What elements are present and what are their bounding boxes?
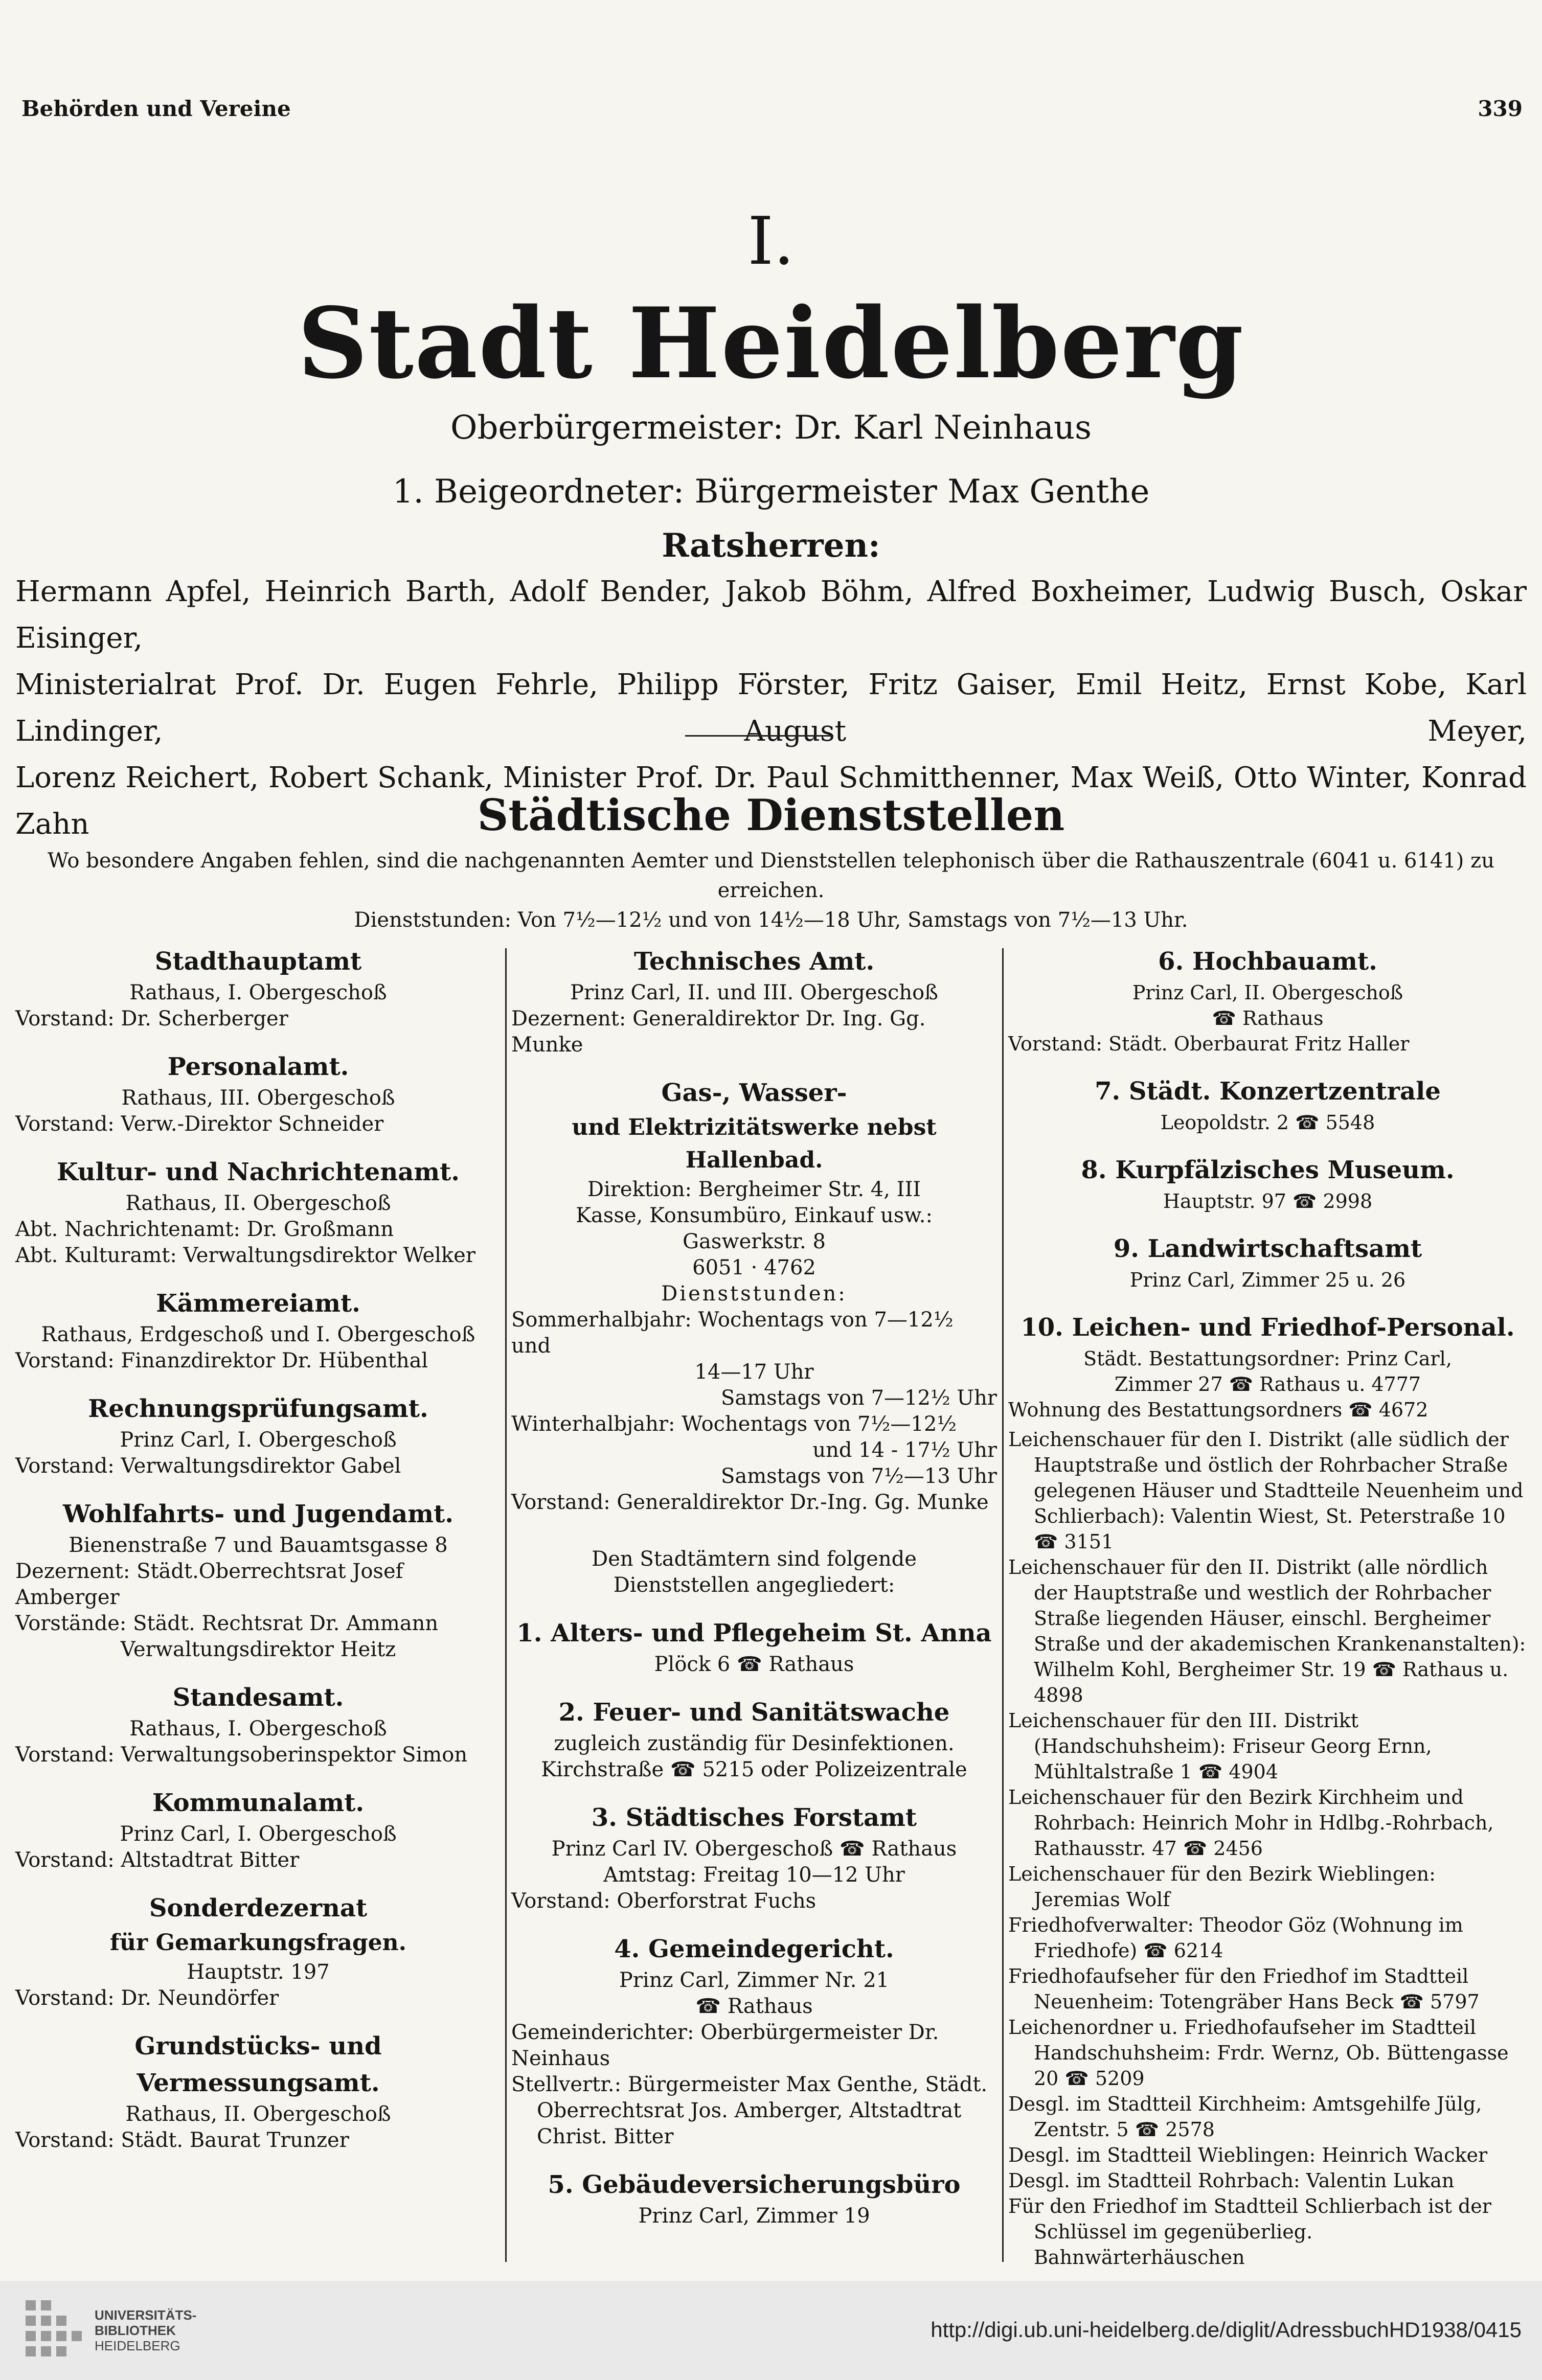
entry-line: Winterhalbjahr: Wochentags von 7½—12½ (511, 1412, 957, 1436)
entry-location: Rathaus, II. Obergeschoß (125, 1192, 391, 1215)
entry-title: 1. Alters- und Pflegeheim St. Anna (516, 1619, 992, 1647)
column-right (1008, 943, 1527, 2270)
roman-numeral: I. (747, 203, 795, 280)
entry-line: Leopoldstr. 2 ☎ 5548 (1160, 1111, 1375, 1134)
councillors-line: Lorenz Reichert, Robert Schank, Minister Prof. Dr. Paul Schmitthenner, Max Weiß, Otto Winter, Konrad Zahn (15, 761, 1527, 841)
entry-title: 9. Landwirtschaftsamt (1113, 1234, 1422, 1263)
entry-title: Personalamt. (167, 1052, 349, 1081)
entry-head: Vorstand: Städt. Baurat Trunzer (15, 2129, 349, 2152)
services-note (15, 846, 1527, 935)
entry-title: 2. Feuer- und Sanitätswache (558, 1698, 950, 1727)
column-middle (511, 943, 997, 2229)
entry-line: ☎ Rathaus (695, 1995, 813, 2018)
entry-head: Vorstand: Finanzdirektor Dr. Hübenthal (15, 1349, 428, 1372)
entry-title: Gas-, Wasser- (661, 1079, 847, 1107)
entry-line: Leichenschauer für den II. Distrikt (alle nördlich der Hauptstraße und westlich der Rohrbacher Straße liegenden Häuser, einschl. Bergheimer Straße und der akademischen Krankenanstalten): Wilhelm Kohl, Bergheimer Str. 19 ☎ Rathaus u. 4898 (1008, 1556, 1526, 1706)
library-name-line: HEIDELBERG (95, 2338, 180, 2353)
entry-title: Rechnungsprüfungsamt. (88, 1394, 428, 1423)
entry-location: Prinz Carl, I. Obergeschoß (120, 1428, 397, 1452)
entry-line: 14—17 Uhr (694, 1360, 814, 1384)
entry-line: Samstags von 7½—13 Uhr (720, 1464, 997, 1488)
services-note-line: Wo besondere Angaben fehlen, sind die nachgenannten Aemter und Dienststellen telephonisch über die Rathauszentrale (6041 u. 6141) zu erreichen. (48, 849, 1494, 902)
deputy-line: 1. Beigeordneter: Bürgermeister Max Genthe (392, 473, 1150, 511)
column-left (15, 943, 501, 2154)
entry-line: Für den Friedhof im Stadtteil Schlierbach ist der Schlüssel im gegenüberlieg. Bahnwärterhäuschen (1008, 2195, 1491, 2269)
entry-location: Rathaus, III. Obergeschoß (121, 1086, 395, 1110)
entry-line: Plöck 6 ☎ Rathaus (654, 1653, 854, 1676)
entry-line: Prinz Carl, Zimmer 19 (638, 2204, 870, 2228)
entry-head: Vorstand: Verw.-Direktor Schneider (15, 1112, 384, 1136)
entry-line: Direktion: Bergheimer Str. 4, III (587, 1178, 921, 1201)
mayor-line: Oberbürgermeister: Dr. Karl Neinhaus (450, 409, 1092, 447)
entry-location: Rathaus, I. Obergeschoß (129, 981, 387, 1004)
entry-line: Städt. Bestattungsordner: Prinz Carl, (1083, 1347, 1452, 1370)
entry-title: Stadthauptamt (154, 947, 362, 976)
services-note-line: Dienststunden: Von 7½—12½ und von 14½—18 Uhr, Samstags von 7½—13 Uhr. (354, 908, 1188, 932)
entry-line: Prinz Carl, Zimmer Nr. 21 (619, 1969, 890, 1992)
entry-line: Zimmer 27 ☎ Rathaus u. 4777 (1114, 1373, 1421, 1395)
entry-line: Desgl. im Stadtteil Wieblingen: Heinrich Wacker (1008, 2144, 1488, 2166)
library-name (95, 2307, 196, 2353)
councillors-line: Hermann Apfel, Heinrich Barth, Adolf Bender, Jakob Böhm, Alfred Boxheimer, Ludwig Busch, Oskar Eisinger, (15, 575, 1527, 655)
entry-line: Verwaltungsdirektor Heitz (120, 1638, 396, 1661)
entry-location: Prinz Carl, II. und III. Obergeschoß (570, 981, 938, 1004)
library-name-line: BIBLIOTHEK (95, 2323, 176, 2338)
entry-head: Vorstand: Verwaltungsdirektor Gabel (15, 1454, 401, 1478)
entry-line: Prinz Carl, Zimmer 25 u. 26 (1129, 1269, 1406, 1291)
entry-title: Kultur- und Nachrichtenamt. (57, 1158, 460, 1186)
entry-line: Prinz Carl IV. Obergeschoß ☎ Rathaus (551, 1837, 957, 1861)
footer-bar (0, 2281, 1542, 2380)
entry-line: Friedhofaufseher für den Friedhof im Stadtteil Neuenheim: Totengräber Hans Beck ☎ 5797 (1008, 1965, 1480, 2013)
page-title: Stadt Heidelberg (297, 286, 1245, 400)
entry-head: Vorstand: Altstadtrat Bitter (15, 1848, 300, 1872)
entry-title: Kommunalamt. (152, 1789, 365, 1817)
entry-line: Desgl. im Stadtteil Rohrbach: Valentin Lukan (1008, 2169, 1455, 2192)
entry-line: Vorstände: Städt. Rechtsrat Dr. Ammann (15, 1612, 439, 1635)
entry-title: 6. Hochbauamt. (1158, 947, 1377, 976)
entry-title: Grundstücks- und Vermessungsamt. (134, 2032, 382, 2097)
column-rule (505, 948, 507, 2262)
entry-line: und 14 - 17½ Uhr (812, 1438, 997, 1462)
councillors-line: Ministerialrat Prof. Dr. Eugen Fehrle, Philipp Förster, Fritz Gaiser, Emil Heitz, Ernst Kobe, Karl Lindinger, August Meyer, (15, 668, 1527, 748)
entry-line: Abt. Nachrichtenamt: Dr. Großmann (15, 1218, 394, 1241)
entry-line: Friedhofverwalter: Theodor Göz (Wohnung im Friedhofe) ☎ 6214 (1008, 1914, 1463, 1962)
running-header (21, 96, 1523, 127)
entry-line: Leichenordner u. Friedhofaufseher im Stadtteil Handschuhsheim: Frdr. Wernz, Ob. Büttengasse 20 ☎ 5209 (1008, 2016, 1509, 2090)
source-url-link[interactable]: http://digi.ub.uni-heidelberg.de/diglit/AdressbuchHD1938/0415 (931, 2318, 1522, 2342)
entry-location: Bienenstraße 7 und Bauamtsgasse 8 (69, 1534, 448, 1557)
entry-line: Wohnung des Bestattungsordners ☎ 4672 (1008, 1399, 1428, 1421)
entry-line: Dezernent: Städt.Oberrechtsrat Josef Amberger (15, 1560, 403, 1609)
entry-title: für Gemarkungsfragen. (110, 1930, 406, 1956)
entry-line: Kasse, Konsumbüro, Einkauf usw.: Gaswerkstr. 8 (576, 1204, 933, 1253)
entry-location: Rathaus, I. Obergeschoß (129, 1717, 387, 1741)
entry-head: Dezernent: Generaldirektor Dr. Ing. Gg. Munke (511, 1007, 926, 1057)
library-name-line: UNIVERSITÄTS- (95, 2307, 197, 2323)
entry-line: Leichenschauer für den I. Distrikt (alle südlich der Hauptstraße und östlich der Rohrbacher Straße gelegenen Häuser und Stadtteile Neuenheim und Schlierbach): Valentin Wiest, St. Peterstraße 10 ☎ 3151 (1008, 1428, 1524, 1553)
entry-line: zugleich zuständig für Desinfektionen. (554, 1732, 955, 1755)
entry-title: 3. Städtisches Forstamt (591, 1803, 917, 1832)
entry-line: Samstags von 7—12½ Uhr (720, 1386, 997, 1410)
entry-line: Leichenschauer für den III. Distrikt (Handschuhsheim): Friseur Georg Ernn, Mühltalstraße 1 ☎ 4904 (1008, 1709, 1432, 1783)
entry-head: Vorstand: Oberforstrat Fuchs (511, 1889, 817, 1913)
entry-title: 10. Leichen- und Friedhof-Personal. (1021, 1313, 1515, 1342)
entry-line: Gemeinderichter: Oberbürgermeister Dr. Neinhaus (511, 2021, 939, 2070)
entry-line: Desgl. im Stadtteil Kirchheim: Amtsgehilfe Jülg, Zentstr. 5 ☎ 2578 (1008, 2093, 1482, 2141)
library-logo-icon (26, 2300, 83, 2361)
entry-location: Rathaus, II. Obergeschoß (125, 2102, 391, 2126)
entry-line: Sommerhalbjahr: Wochentags von 7—12½ und (511, 1308, 954, 1358)
entry-title: 4. Gemeindegericht. (614, 1935, 894, 1963)
entry-head: Vorstand: Dr. Scherberger (15, 1007, 288, 1031)
entry-head: Vorstand: Generaldirektor Dr.-Ing. Gg. Munke (511, 1491, 989, 1514)
entry-line: ☎ Rathaus (1212, 1007, 1324, 1029)
entry-title: Technisches Amt. (633, 947, 875, 976)
entry-line: Hauptstr. 97 ☎ 2998 (1163, 1190, 1373, 1212)
entry-title: Standesamt. (172, 1683, 344, 1712)
entry-head: Vorstand: Verwaltungsoberinspektor Simon (15, 1743, 468, 1767)
affiliated-intro: Den Stadtämtern sind folgende Dienststellen angegliedert: (592, 1547, 917, 1597)
entry-line: Abt. Kulturamt: Verwaltungsdirektor Welker (15, 1244, 475, 1267)
entry-line: Leichenschauer für den Bezirk Wieblingen: Jeremias Wolf (1008, 1863, 1436, 1911)
entry-title: Wohlfahrts- und Jugendamt. (63, 1500, 453, 1528)
entry-location: Prinz Carl, I. Obergeschoß (120, 1822, 397, 1846)
entry-title: 5. Gebäudeversicherungsbüro (548, 2170, 961, 2199)
divider (685, 735, 833, 737)
entry-phone: 6051 · 4762 (692, 1256, 816, 1279)
entry-line: Amtstag: Freitag 10—12 Uhr (603, 1863, 905, 1887)
entry-line: Stellvertr.: Bürgermeister Max Genthe, Städt. Oberrechtsrat Jos. Amberger, Altstadtrat Christ. Bitter (511, 2073, 988, 2148)
entry-title: Sonderdezernat (149, 1894, 368, 1923)
page-number: 339 (1478, 96, 1523, 121)
section-heading: Städtische Dienststellen (477, 790, 1065, 840)
entry-line: Dienststunden: (661, 1282, 847, 1306)
column-rule (1002, 948, 1004, 2262)
section-name: Behörden und Vereine (21, 96, 291, 121)
councillors-heading: Ratsherren: (662, 527, 880, 565)
entry-title: Kämmereiamt. (156, 1289, 360, 1318)
entry-line: Prinz Carl, II. Obergeschoß (1132, 981, 1403, 1004)
entry-location: Hauptstr. 197 (187, 1960, 330, 1984)
entry-title: 8. Kurpfälzisches Museum. (1081, 1156, 1455, 1184)
entry-line: Leichenschauer für den Bezirk Kirchheim und Rohrbach: Heinrich Mohr in Hdlbg.-Rohrbach, Rathausstr. 47 ☎ 2456 (1008, 1786, 1494, 1860)
entry-head: Vorstand: Dr. Neundörfer (15, 1986, 279, 2010)
entry-title: 7. Städt. Konzertzentrale (1095, 1077, 1441, 1106)
entry-location: Rathaus, Erdgeschoß und I. Obergeschoß (41, 1323, 475, 1346)
entry-title: und Elektrizitätswerke nebst Hallenbad. (572, 1114, 937, 1173)
entry-line: Kirchstraße ☎ 5215 oder Polizeizentrale (541, 1758, 967, 1781)
entry-head: Vorstand: Städt. Oberbaurat Fritz Haller (1008, 1033, 1410, 1055)
